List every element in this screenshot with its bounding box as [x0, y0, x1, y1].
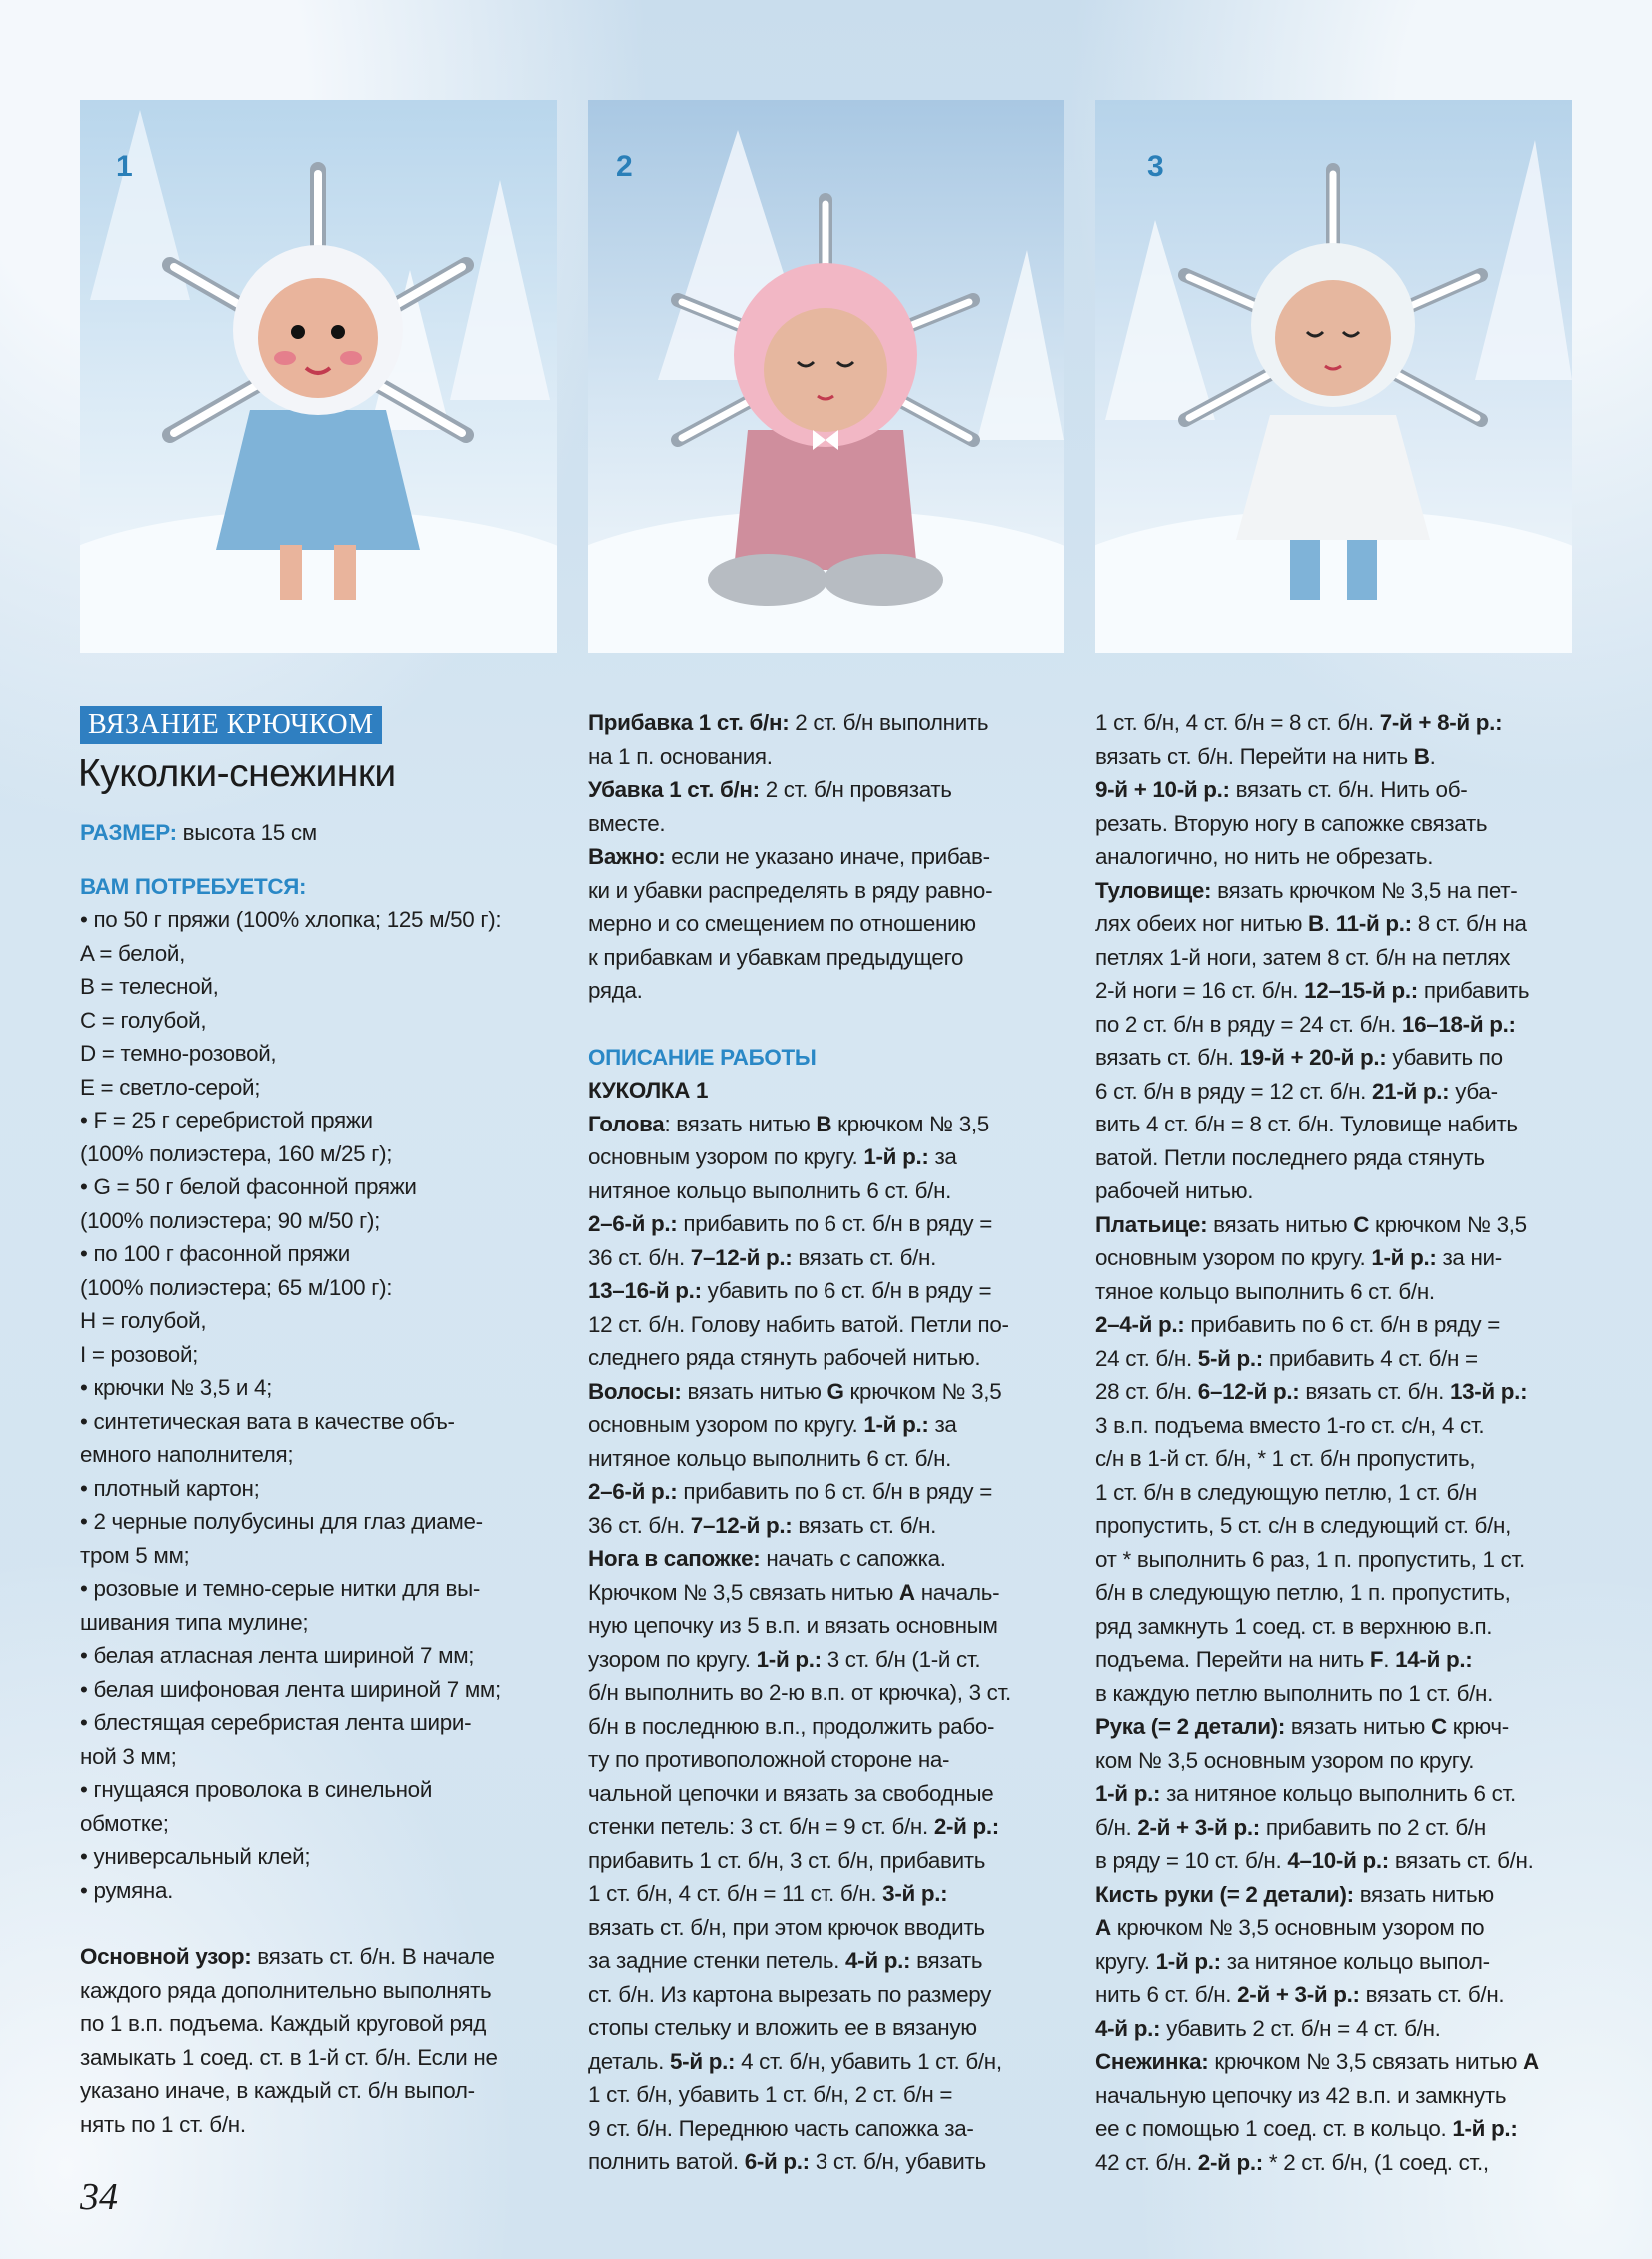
doll-heading: КУКОЛКА 1: [588, 1078, 709, 1103]
text-line: • белая атласная лента шириной 7 мм;: [80, 1643, 475, 1668]
photo-1: [80, 100, 557, 653]
text-line: в каждую петлю выполнить по 1 ст. б/н.: [1095, 1680, 1494, 1706]
text-line: 1 ст. б/н, 4 ст. б/н = 11 ст. б/н. 3-й р.:: [588, 1881, 948, 1906]
text-line: вязать ст. б/н, при этом крючок вводить: [588, 1914, 985, 1940]
text-line: если не указано иначе, прибав-: [665, 844, 990, 869]
text-line: • синтетическая вата в качестве объ-: [80, 1408, 455, 1434]
text-line: указано иначе, в каждый ст. б/н выпол-: [80, 2078, 475, 2103]
text-line: основным узором по кругу. 1-й р.: за: [588, 1144, 957, 1169]
text-line: нить 6 ст. б/н. 2-й + 3-й р.: вязать ст. б/н.: [1095, 1982, 1505, 2007]
text-line: с/н в 1-й ст. б/н, * 1 ст. б/н пропустить,: [1095, 1446, 1476, 1471]
text-line: • универсальный клей;: [80, 1844, 311, 1869]
text-line: за задние стенки петель. 4-й р.: вязать: [588, 1948, 983, 1973]
text-line: 9 ст. б/н. Переднюю часть сапожка за-: [588, 2115, 974, 2141]
text-line: полнить ватой. 6-й р.: 3 ст. б/н, убавить: [588, 2149, 986, 2174]
text-line: • крючки № 3,5 и 4;: [80, 1375, 273, 1400]
text-line: • белая шифоновая лента шириной 7 мм;: [80, 1676, 501, 1702]
text-line: следнего ряда стянуть рабочей нитью.: [588, 1345, 981, 1370]
text-line: прибавить 1 ст. б/н, 3 ст. б/н, прибавить: [588, 1847, 986, 1873]
text-line: лях обеих ног нитью B. 11-й р.: 8 ст. б/н на: [1095, 911, 1527, 936]
text-line: A крючком № 3,5 основным узором по: [1095, 1915, 1485, 1940]
photo-number: 3: [1147, 150, 1164, 183]
article-title: Куколки-снежинки: [78, 752, 396, 795]
doll-white-dress-photo: [1095, 100, 1572, 653]
text-line: б/н. 2-й + 3-й р.: прибавить по 2 ст. б/н: [1095, 1814, 1486, 1840]
column-3: [1095, 706, 1585, 2179]
text-line: 4-й р.: убавить 2 ст. б/н = 4 ст. б/н.: [1095, 2015, 1441, 2041]
size-line: [80, 816, 560, 850]
text-line: нять по 1 ст. б/н.: [80, 2111, 246, 2137]
photo-number: 2: [616, 150, 633, 183]
text-line: Рука (= 2 детали): вязать нитью C крюч-: [1095, 1714, 1509, 1739]
text-line: чальной цепочки и вязать за свободные: [588, 1780, 994, 1806]
text-line: • G = 50 г белой фасонной пряжи: [80, 1174, 417, 1199]
text-line: в ряду = 10 ст. б/н. 4–10-й р.: вязать ст. б/н.: [1095, 1848, 1534, 1873]
text-line: 1 ст. б/н в следующую петлю, 1 ст. б/н: [1095, 1479, 1477, 1505]
text-line: 36 ст. б/н. 7–12-й р.: вязать ст. б/н.: [588, 1244, 937, 1270]
text-line: нитяное кольцо выполнить 6 ст. б/н.: [588, 1177, 952, 1203]
text-line: • розовые и темно-серые нитки для вы-: [80, 1576, 481, 1601]
text-line: стенки петель: 3 ст. б/н = 9 ст. б/н. 2-й р.:: [588, 1814, 999, 1839]
text-line: нитяное кольцо выполнить 6 ст. б/н.: [588, 1445, 952, 1471]
text-line: от * выполнить 6 раз, 1 п. пропустить, 1 ст.: [1095, 1546, 1525, 1572]
text-line: H = голубой,: [80, 1308, 207, 1333]
size-label: РАЗМЕР:: [80, 820, 177, 845]
text-line: • по 50 г пряжи (100% хлопка; 125 м/50 г):: [80, 907, 502, 932]
text-line: б/н выполнить во 2-ю в.п. от крючка), 3 ст.: [588, 1680, 1011, 1705]
description-heading: ОПИСАНИЕ РАБОТЫ: [588, 1044, 817, 1070]
text-line: D = темно-розовой,: [80, 1041, 277, 1066]
text-line: б/н в следующую петлю, 1 п. пропустить,: [1095, 1580, 1511, 1605]
column-2: [588, 706, 1067, 2179]
text-line: (100% полиэстера, 160 м/25 г);: [80, 1140, 393, 1166]
text-line: • 2 черные полубусины для глаз диаме-: [80, 1509, 483, 1534]
instructions-col2: [588, 1108, 1067, 2179]
text-line: 42 ст. б/н. 2-й р.: * 2 ст. б/н, (1 соед. ст.,: [1095, 2149, 1489, 2175]
text-line: (100% полиэстера; 90 м/50 г);: [80, 1207, 381, 1233]
text-line: каждого ряда дополнительно выполнять: [80, 1977, 492, 2003]
doll-pink-sweater-photo: [588, 100, 1064, 653]
text-line: 2–6-й р.: прибавить по 6 ст. б/н в ряду =: [588, 1479, 992, 1504]
photo-3: [1095, 100, 1572, 653]
text-line: ки и убавки распределять в ряду равно-: [588, 877, 993, 903]
text-line: вязать ст. б/н. Перейти на нить B.: [1095, 743, 1436, 769]
text-line: • блестящая серебристая лента шири-: [80, 1710, 472, 1735]
text-line: 2 ст. б/н выполнить: [789, 710, 989, 735]
text-line: • по 100 г фасонной пряжи: [80, 1241, 350, 1266]
instructions-col3: [1095, 706, 1585, 2179]
text-line: 1-й р.: за нитяное кольцо выполнить 6 ст.: [1095, 1781, 1516, 1806]
text-line: 9-й + 10-й р.: вязать ст. б/н. Нить об-: [1095, 777, 1468, 802]
text-line: стопы стельку и вложить ее в вязаную: [588, 2015, 977, 2040]
text-line: вить 4 ст. б/н = 8 ст. б/н. Туловище набить: [1095, 1112, 1518, 1136]
text-line: • F = 25 г серебристой пряжи: [80, 1108, 373, 1132]
text-line: Снежинка: крючком № 3,5 связать нитью A: [1095, 2049, 1539, 2074]
text-line: 3 в.п. подъема вместо 1-го ст. с/н, 4 ст.: [1095, 1412, 1485, 1438]
text-line: петлях 1-й ноги, затем 8 ст. б/н на петлях: [1095, 944, 1511, 970]
text-line: 13–16-й р.: убавить по 6 ст. б/н в ряду =: [588, 1278, 992, 1303]
text-line: 2–4-й р.: прибавить по 6 ст. б/н в ряду =: [1095, 1312, 1500, 1337]
text-line: E = светло-серой;: [80, 1074, 261, 1100]
increase-label: Прибавка 1 ст. б/н:: [588, 710, 790, 735]
text-line: I = розовой;: [80, 1341, 199, 1367]
text-line: 1 ст. б/н, убавить 1 ст. б/н, 2 ст. б/н =: [588, 2082, 953, 2107]
text-line: • румяна.: [80, 1877, 174, 1903]
text-line: C = голубой,: [80, 1007, 207, 1033]
text-line: основным узором по кругу. 1-й р.: за: [588, 1412, 957, 1437]
text-line: 12 ст. б/н. Голову набить ватой. Петли по-: [588, 1311, 1009, 1337]
text-line: ватой. Петли последнего ряда стянуть: [1095, 1144, 1485, 1170]
basic-pattern-label: Основной узор:: [80, 1944, 252, 1969]
text-line: б/н в последнюю в.п., продолжить рабо-: [588, 1713, 995, 1739]
photo-2: [588, 100, 1064, 653]
text-line: мерно и со смещением по отношению: [588, 911, 976, 936]
text-line: ной 3 мм;: [80, 1743, 177, 1769]
text-line: 6 ст. б/н в ряду = 12 ст. б/н. 21-й р.: уба-: [1095, 1078, 1498, 1104]
text-line: Голова: вязать нитью B крючком № 3,5: [588, 1111, 989, 1136]
text-line: (100% полиэстера; 65 м/100 г):: [80, 1274, 393, 1300]
important-label: Важно:: [588, 844, 666, 869]
text-line: 36 ст. б/н. 7–12-й р.: вязать ст. б/н.: [588, 1512, 937, 1538]
text-line: пропустить, 5 ст. с/н в следующий ст. б/н,: [1095, 1513, 1511, 1538]
text-line: 1 ст. б/н, 4 ст. б/н = 8 ст. б/н. 7-й + 8-й р.:: [1095, 710, 1503, 735]
text-line: на 1 п. основания.: [588, 743, 773, 769]
text-line: Туловище: вязать крючком № 3,5 на пет-: [1095, 877, 1518, 903]
text-line: шивания типа мулине;: [80, 1609, 309, 1635]
text-line: B = телесной,: [80, 974, 219, 999]
text-line: ряда.: [588, 978, 643, 1003]
text-line: • гнущаяся проволока в синельной: [80, 1777, 433, 1802]
text-line: Крючком № 3,5 связать нитью A началь-: [588, 1579, 1000, 1605]
text-line: рабочей нитью.: [1095, 1178, 1254, 1203]
text-line: 2–6-й р.: прибавить по 6 ст. б/н в ряду =: [588, 1211, 992, 1236]
text-line: Нога в сапожке: начать с сапожка.: [588, 1546, 946, 1571]
materials-heading: ВАМ ПОТРЕБУЕТСЯ:: [80, 873, 307, 899]
text-line: емного наполнителя;: [80, 1442, 294, 1467]
basic-pattern: [80, 1940, 560, 2141]
text-line: ную цепочку из 5 в.п. и вязать основным: [588, 1613, 998, 1638]
text-line: ком № 3,5 основным узором по кругу.: [1095, 1747, 1475, 1773]
text-line: A = белой,: [80, 940, 185, 966]
text-line: 24 ст. б/н. 5-й р.: прибавить 4 ст. б/н =: [1095, 1345, 1478, 1371]
text-line: вязать ст. б/н. 19-й + 20-й р.: убавить по: [1095, 1045, 1503, 1070]
text-line: вязать ст. б/н. В начале: [251, 1944, 495, 1969]
text-line: тяное кольцо выполнить 6 ст. б/н.: [1095, 1278, 1435, 1304]
text-line: аналогично, но нить не обрезать.: [1095, 844, 1434, 869]
text-line: к прибавкам и убавкам предыдущего: [588, 944, 964, 970]
photo-number: 1: [116, 150, 133, 183]
text-line: замыкать 1 соед. ст. в 1-й ст. б/н. Если не: [80, 2044, 498, 2070]
decrease-label: Убавка 1 ст. б/н:: [588, 777, 760, 802]
text-line: деталь. 5-й р.: 4 ст. б/н, убавить 1 ст. б/н,: [588, 2048, 1002, 2074]
text-line: обмотке;: [80, 1810, 169, 1836]
size-value: высота 15 см: [176, 820, 317, 845]
text-line: ст. б/н. Из картона вырезать по размеру: [588, 1981, 992, 2007]
section-rubric: ВЯЗАНИЕ КРЮЧКОМ: [80, 706, 382, 744]
text-line: резать. Вторую ногу в сапожке связать: [1095, 810, 1488, 836]
text-line: тром 5 мм;: [80, 1542, 190, 1568]
text-line: 2 ст. б/н провязать: [759, 777, 952, 802]
text-line: Волосы: вязать нитью G крючком № 3,5: [588, 1378, 1002, 1404]
text-line: Кисть руки (= 2 детали): вязать нитью: [1095, 1881, 1494, 1907]
materials-list: [80, 903, 560, 1907]
text-line: ту по противоположной стороне на-: [588, 1747, 950, 1772]
column-1: [80, 706, 560, 2141]
text-line: узором по кругу. 1-й р.: 3 ст. б/н (1-й ст.: [588, 1646, 981, 1672]
text-line: подъема. Перейти на нить F. 14-й р.:: [1095, 1647, 1473, 1672]
text-line: ее с помощью 1 соед. ст. в кольцо. 1-й р.:: [1095, 2116, 1518, 2141]
text-line: ряд замкнуть 1 соед. ст. в верхнюю в.п.: [1095, 1613, 1493, 1639]
text-line: по 2 ст. б/н в ряду = 24 ст. б/н. 16–18-й р.:: [1095, 1011, 1516, 1037]
text-line: Платьице: вязать нитью C крючком № 3,5: [1095, 1211, 1527, 1237]
text-line: кругу. 1-й р.: за нитяное кольцо выпол-: [1095, 1948, 1490, 1974]
text-line: • плотный картон;: [80, 1475, 260, 1501]
page-number: 34: [80, 2176, 118, 2218]
text-line: основным узором по кругу. 1-й р.: за ни-: [1095, 1245, 1502, 1270]
text-line: начальную цепочку из 42 в.п. и замкнуть: [1095, 2082, 1507, 2108]
text-line: 28 ст. б/н. 6–12-й р.: вязать ст. б/н. 13-й р.:: [1095, 1379, 1528, 1404]
text-line: по 1 в.п. подъема. Каждый круговой ряд: [80, 2011, 487, 2036]
text-line: вместе.: [588, 810, 666, 836]
doll-blue-dress-photo: [80, 100, 557, 653]
text-line: 2-й ноги = 16 ст. б/н. 12–15-й р.: прибавить: [1095, 978, 1530, 1003]
